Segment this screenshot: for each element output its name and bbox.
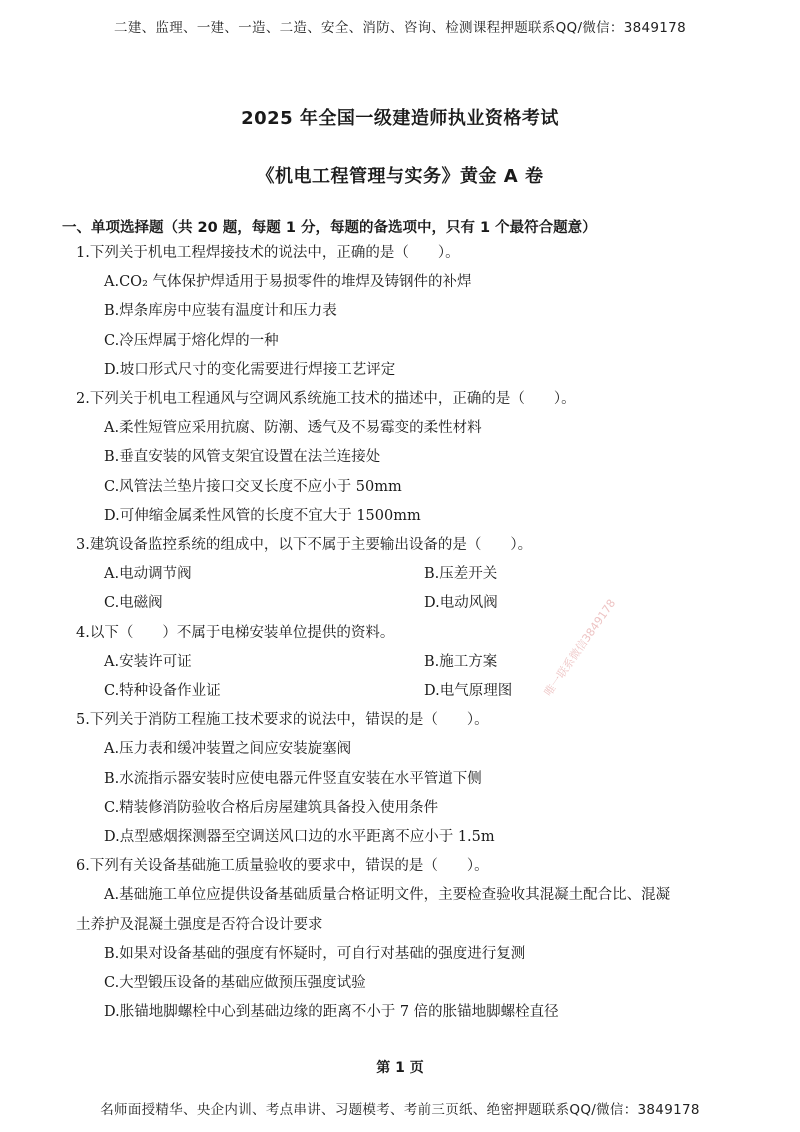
question-stem: 2.下列关于机电工程通风与空调风系统施工技术的描述中，正确的是（ ）。: [76, 391, 576, 407]
option: D.电动风阀: [424, 595, 498, 612]
option-continuation: 土养护及混凝土强度是否符合设计要求: [76, 916, 323, 933]
page-number: 第 1 页: [376, 1060, 424, 1076]
option: D.胀锚地脚螺栓中心到基础边缘的距离不小于 7 倍的胀锚地脚螺栓直径: [104, 1004, 559, 1021]
option: C.冷压焊属于熔化焊的一种: [104, 332, 279, 349]
option: D.电气原理图: [424, 683, 513, 699]
option: B.焊条库房中应装有温度计和压力表: [104, 303, 337, 320]
option: B.如果对设备基础的强度有怀疑时，可自行对基础的强度进行复测: [104, 945, 526, 962]
option: C.精装修消防验收合格后房屋建筑具备投入使用条件: [104, 799, 439, 816]
option: D.坡口形式尺寸的变化需要进行焊接工艺评定: [104, 361, 396, 378]
option: A.电动调节阀: [104, 566, 192, 583]
header-banner: 二建、监理、一建、一造、二造、安全、消防、咨询、检测课程押题联系QQ/微信：3849178: [114, 20, 686, 36]
question-stem: 1.下列关于机电工程焊接技术的说法中，正确的是（ ）。: [76, 245, 460, 261]
option: B.垂直安装的风管支架宜设置在法兰连接处: [104, 449, 381, 466]
option: C.特种设备作业证: [104, 683, 221, 699]
watermark: 唯一联系微信3849178: [541, 596, 619, 699]
paper-title: 《机电工程管理与实务》黄金 A 卷: [256, 166, 544, 187]
option: C.电磁阀: [104, 595, 163, 612]
footer-banner: 名师面授精华、央企内训、考点串讲、习题模考、考前三页纸、绝密押题联系QQ/微信：3849178: [100, 1102, 700, 1118]
option: D.点型感烟探测器至空调送风口边的水平距离不应小于 1.5m: [104, 829, 495, 845]
question-stem: 5.下列关于消防工程施工技术要求的说法中，错误的是（ ）。: [76, 712, 489, 729]
option: B.水流指示器安装时应使电器元件竖直安装在水平管道下侧: [104, 770, 482, 787]
option: D.可伸缩金属柔性风管的长度不宜大于 1500mm: [104, 507, 421, 524]
question-stem: 6.下列有关设备基础施工质量验收的要求中，错误的是（ ）。: [76, 858, 489, 875]
section-heading: 一、单项选择题（共 20 题，每题 1 分，每题的备选项中，只有 1 个最符合题意）: [62, 220, 597, 236]
option: B.压差开关: [424, 566, 498, 583]
option: B.施工方案: [424, 653, 498, 670]
question-stem: 4.以下（ ）不属于电梯安装单位提供的资料。: [76, 624, 395, 641]
option: A.柔性短管应采用抗腐、防潮、透气及不易霉变的柔性材料: [104, 420, 482, 437]
option: A.压力表和缓冲装置之间应安装旋塞阀: [104, 741, 352, 758]
exam-title: 2025 年全国一级建造师执业资格考试: [241, 108, 559, 129]
option: A.基础施工单位应提供设备基础质量合格证明文件，主要检查验收其混凝土配合比、混凝: [104, 887, 671, 904]
option: A.安装许可证: [104, 653, 192, 670]
option: C.风管法兰垫片接口交叉长度不应小于 50mm: [104, 478, 402, 495]
question-stem: 3.建筑设备监控系统的组成中，以下不属于主要输出设备的是（ ）。: [76, 537, 533, 553]
option: A.CO₂ 气体保护焊适用于易损零件的堆焊及铸钢件的补焊: [104, 274, 472, 291]
option: C.大型锻压设备的基础应做预压强度试验: [104, 975, 366, 991]
